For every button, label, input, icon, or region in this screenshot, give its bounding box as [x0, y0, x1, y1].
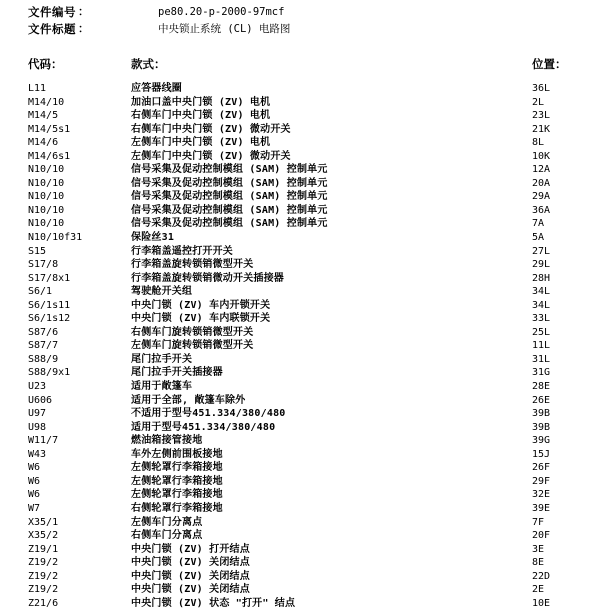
- component-description: 信号采集及促动控制模组 (SAM) 控制单元: [131, 164, 328, 176]
- column-header-description: 款式：: [131, 57, 166, 71]
- component-position: 31L: [532, 353, 551, 365]
- component-description: 中央门锁 (ZV) 车内联锁开关: [131, 313, 271, 325]
- component-code: S6/1s11: [28, 299, 71, 311]
- component-position: 10K: [532, 150, 551, 162]
- component-position: 15J: [532, 448, 551, 460]
- component-code: Z19/2: [28, 570, 59, 582]
- table-row: [0, 366, 601, 380]
- component-code: M14/10: [28, 96, 65, 108]
- table-row: [0, 312, 601, 326]
- component-description: 左侧车门中央门锁 (ZV) 电机: [131, 137, 271, 149]
- component-code: Z19/2: [28, 584, 59, 596]
- table-row: [0, 82, 601, 96]
- component-code: S15: [28, 245, 47, 257]
- component-description: 左侧轮罩行李箱接地: [131, 475, 223, 487]
- component-code: S6/1s12: [28, 313, 71, 325]
- component-description: 适用于全部, 敞篷车除外: [131, 394, 246, 406]
- table-row: [0, 150, 601, 164]
- component-position: 8L: [532, 137, 545, 149]
- component-description: 适用于型号451.334/380/480: [131, 421, 276, 433]
- table-row: [0, 556, 601, 570]
- component-description: 左侧轮罩行李箱接地: [131, 462, 223, 474]
- component-position: 31G: [532, 367, 551, 379]
- document-number-value: pe80.20-p-2000-97mcf: [158, 6, 285, 18]
- component-position: 2E: [532, 584, 545, 596]
- component-position: 39B: [532, 421, 551, 433]
- table-row: [0, 299, 601, 313]
- component-description: 信号采集及促动控制模组 (SAM) 控制单元: [131, 191, 328, 203]
- component-code: M14/6s1: [28, 150, 71, 162]
- component-description: 中央门锁 (ZV) 打开结点: [131, 543, 250, 555]
- component-position: 36A: [532, 204, 551, 216]
- component-description: 右侧车门中央门锁 (ZV) 电机: [131, 110, 271, 122]
- table-row: [0, 136, 601, 150]
- table-row: [0, 394, 601, 408]
- table-row: [0, 353, 601, 367]
- table-row: [0, 434, 601, 448]
- table-row: [0, 190, 601, 204]
- component-code: N10/10: [28, 218, 65, 230]
- component-position: 34L: [532, 286, 551, 298]
- table-row: [0, 583, 601, 597]
- table-row: [0, 163, 601, 177]
- document-title-colon: ：: [78, 22, 89, 35]
- component-description: 行李箱盖遥控打开开关: [131, 245, 233, 257]
- component-description: 车外左侧前围板接地: [131, 448, 223, 460]
- table-row: [0, 516, 601, 530]
- table-row: [0, 543, 601, 557]
- component-position: 5A: [532, 232, 545, 244]
- component-description: 中央门锁 (ZV) 关闭结点: [131, 557, 250, 569]
- component-position: 34L: [532, 299, 551, 311]
- component-position: 7A: [532, 218, 545, 230]
- component-position: 21K: [532, 123, 551, 135]
- component-description: 中央门锁 (ZV) 关闭结点: [131, 584, 250, 596]
- component-description: 不适用于型号451.334/380/480: [131, 408, 286, 420]
- component-position: 28H: [532, 272, 551, 284]
- table-row: [0, 245, 601, 259]
- component-description: 信号采集及促动控制模组 (SAM) 控制单元: [131, 218, 328, 230]
- component-code: S87/7: [28, 340, 59, 352]
- component-code: S88/9x1: [28, 367, 71, 379]
- component-description: 行李箱盖旋转锁销微型开关: [131, 259, 254, 271]
- component-description: 左侧车门分离点: [131, 516, 203, 528]
- component-code: W6: [28, 462, 41, 474]
- component-description: 加油口盖中央门锁 (ZV) 电机: [131, 96, 271, 108]
- component-code: Z19/1: [28, 543, 59, 555]
- document-title-value: 中央锁止系统 (CL) 电路图: [158, 23, 291, 35]
- table-row: [0, 529, 601, 543]
- component-code: W6: [28, 489, 41, 501]
- table-row: [0, 326, 601, 340]
- column-header-code: 代码：: [28, 57, 63, 71]
- component-code: S17/8: [28, 259, 59, 271]
- component-code: N10/10: [28, 204, 65, 216]
- component-position: 39E: [532, 502, 551, 514]
- component-description: 保险丝31: [131, 232, 175, 244]
- table-row: [0, 475, 601, 489]
- component-position: 32E: [532, 489, 551, 501]
- component-position: 10E: [532, 597, 551, 609]
- table-row: [0, 502, 601, 516]
- component-description: 中央门锁 (ZV) 状态 "打开" 结点: [131, 597, 296, 609]
- component-description: 驾驶舱开关组: [131, 286, 193, 298]
- component-position: 23L: [532, 110, 551, 122]
- component-position: 12A: [532, 164, 551, 176]
- component-position: 26F: [532, 462, 551, 474]
- component-description: 左侧车门旋转锁销微型开关: [131, 340, 254, 352]
- table-row: [0, 339, 601, 353]
- component-description: 右侧轮罩行李箱接地: [131, 502, 223, 514]
- component-code: S88/9: [28, 353, 59, 365]
- component-description: 右侧车门旋转锁销微型开关: [131, 326, 254, 338]
- component-position: 7F: [532, 516, 545, 528]
- component-description: 左侧轮罩行李箱接地: [131, 489, 223, 501]
- component-code: U606: [28, 394, 53, 406]
- component-code: W11/7: [28, 435, 59, 447]
- component-code: W43: [28, 448, 47, 460]
- component-position: 22D: [532, 570, 551, 582]
- table-row: [0, 96, 601, 110]
- component-description: 燃油箱接管接地: [131, 435, 203, 447]
- table-row: [0, 597, 601, 610]
- component-position: 27L: [532, 245, 551, 257]
- component-code: N10/10: [28, 164, 65, 176]
- component-code: X35/1: [28, 516, 59, 528]
- document-number-label: 文件编号: [28, 5, 76, 19]
- component-position: 28E: [532, 381, 551, 393]
- component-code: X35/2: [28, 530, 59, 542]
- component-code: S87/6: [28, 326, 59, 338]
- component-table: [0, 82, 601, 610]
- component-description: 信号采集及促动控制模组 (SAM) 控制单元: [131, 204, 328, 216]
- component-position: 20F: [532, 530, 551, 542]
- component-code: U97: [28, 408, 47, 420]
- component-code: M14/5s1: [28, 123, 71, 135]
- table-row: [0, 217, 601, 231]
- component-description: 行李箱盖旋转锁销微动开关插接器: [131, 272, 284, 284]
- component-position: 39B: [532, 408, 551, 420]
- component-position: 29L: [532, 259, 551, 271]
- component-code: M14/5: [28, 110, 59, 122]
- component-position: 2L: [532, 96, 545, 108]
- component-position: 25L: [532, 326, 551, 338]
- component-position: 20A: [532, 177, 551, 189]
- table-row: [0, 488, 601, 502]
- component-code: Z19/2: [28, 557, 59, 569]
- table-row: [0, 448, 601, 462]
- table-row: [0, 272, 601, 286]
- component-position: 29A: [532, 191, 551, 203]
- table-row: [0, 177, 601, 191]
- component-description: 左侧车门中央门锁 (ZV) 微动开关: [131, 150, 291, 162]
- component-description: 右侧车门中央门锁 (ZV) 微动开关: [131, 123, 291, 135]
- document-title-label: 文件标题: [28, 22, 76, 36]
- table-row: [0, 109, 601, 123]
- component-code: S6/1: [28, 286, 53, 298]
- component-position: 39G: [532, 435, 551, 447]
- component-description: 右侧车门分离点: [131, 530, 203, 542]
- table-row: [0, 421, 601, 435]
- component-code: L11: [28, 83, 47, 94]
- table-row: [0, 123, 601, 137]
- table-row: [0, 204, 601, 218]
- component-description: 尾门拉手开关插接器: [131, 367, 223, 379]
- table-row: [0, 231, 601, 245]
- component-description: 适用于敞篷车: [131, 381, 193, 393]
- component-code: W6: [28, 475, 41, 487]
- table-row: [0, 285, 601, 299]
- component-code: S17/8x1: [28, 272, 71, 284]
- component-code: N10/10: [28, 191, 65, 203]
- component-position: 36L: [532, 83, 551, 94]
- component-code: Z21/6: [28, 597, 59, 609]
- component-code: N10/10: [28, 177, 65, 189]
- component-position: 8E: [532, 557, 545, 569]
- component-position: 11L: [532, 340, 551, 352]
- table-row: [0, 407, 601, 421]
- component-description: 信号采集及促动控制模组 (SAM) 控制单元: [131, 177, 328, 189]
- component-code: U98: [28, 421, 47, 433]
- component-description: 中央门锁 (ZV) 关闭结点: [131, 570, 250, 582]
- component-description: 应答器线圈: [131, 83, 182, 94]
- component-code: M14/6: [28, 137, 59, 149]
- component-code: N10/10f31: [28, 232, 83, 244]
- table-row: [0, 258, 601, 272]
- table-row: [0, 461, 601, 475]
- component-description: 中央门锁 (ZV) 车内开锁开关: [131, 299, 271, 311]
- component-position: 26E: [532, 394, 551, 406]
- table-row: [0, 380, 601, 394]
- component-code: U23: [28, 381, 47, 393]
- document-number-colon: ：: [78, 5, 89, 18]
- component-position: 3E: [532, 543, 545, 555]
- component-position: 29F: [532, 475, 551, 487]
- column-header-position: 位置：: [532, 57, 567, 71]
- component-position: 33L: [532, 313, 551, 325]
- table-row: [0, 570, 601, 584]
- component-description: 尾门拉手开关: [131, 353, 193, 365]
- component-code: W7: [28, 502, 41, 514]
